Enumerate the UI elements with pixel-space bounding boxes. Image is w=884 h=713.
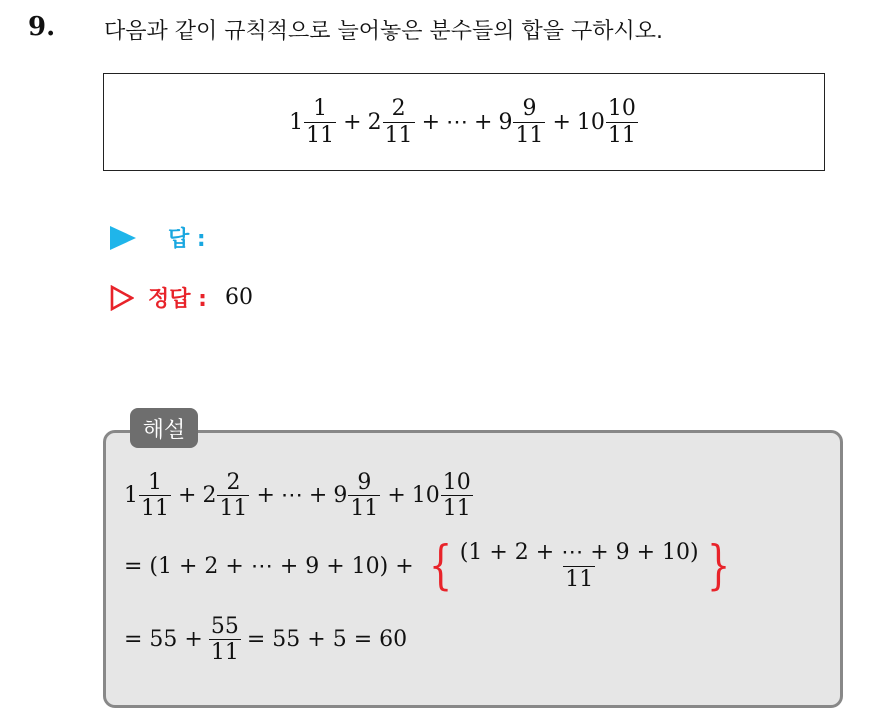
term-whole: 10	[411, 483, 440, 509]
fraction-numerator: 2	[226, 470, 241, 495]
term-whole: 9	[333, 483, 348, 509]
term-whole: 1	[124, 483, 138, 509]
plus-sign: +	[178, 483, 197, 509]
fraction-denominator: 11	[350, 496, 379, 522]
term-fraction	[348, 470, 380, 522]
term-whole: 2	[202, 483, 217, 509]
fraction-denominator: 11	[607, 122, 636, 148]
plus-sign: +	[474, 109, 493, 135]
fraction-numerator: 9	[522, 96, 537, 122]
ellipsis: ⋯	[446, 109, 468, 135]
term-whole: 1	[289, 109, 304, 135]
fraction-denominator: 11	[384, 122, 413, 148]
ellipsis: ⋯	[280, 483, 303, 509]
plus-sign: +	[552, 109, 571, 135]
fraction-denominator: 11	[442, 496, 471, 522]
fraction-numerator: 10	[442, 470, 471, 495]
close-brace: }	[706, 536, 730, 596]
fraction-numerator: 9	[357, 470, 372, 495]
term-whole: 9	[498, 109, 513, 135]
fraction-numerator: 55	[210, 614, 239, 639]
outline-triangle-icon	[110, 285, 134, 311]
play-triangle-icon	[110, 226, 136, 250]
correct-answer-row	[110, 282, 253, 313]
answer-label: 답 :	[168, 227, 206, 252]
explanation-line-2	[124, 536, 735, 596]
fraction-numerator: 1	[148, 470, 162, 495]
term-fraction	[304, 96, 336, 148]
plus-sign: +	[421, 109, 440, 135]
result-prefix: = 55 +	[124, 627, 203, 653]
term-fraction	[513, 96, 545, 148]
fraction-numerator: 2	[391, 96, 406, 122]
fraction-numerator: 10	[607, 96, 636, 122]
term-fraction	[217, 470, 249, 522]
question-number: 9.	[28, 12, 56, 42]
term-fraction	[139, 470, 171, 522]
answer-row	[110, 222, 206, 253]
term-fraction	[606, 96, 638, 148]
term-fraction	[441, 470, 473, 522]
plus-sign: +	[308, 483, 328, 509]
result-fraction	[209, 614, 241, 666]
term-whole: 2	[367, 109, 382, 135]
fraction-denominator: 11	[306, 122, 335, 148]
fraction-denominator: 11	[515, 122, 544, 148]
correct-answer-label: 정답 :	[148, 287, 207, 312]
explanation-tab: 해설	[130, 408, 198, 448]
correct-answer-value: 60	[224, 285, 253, 310]
fraction-numerator: (1 + 2 + ⋯ + 9 + 10)	[459, 540, 699, 566]
fraction-denominator: 11	[219, 496, 248, 522]
problem-expression	[289, 96, 639, 148]
plus-sign: +	[256, 483, 275, 509]
explanation-line-3	[124, 614, 407, 666]
fraction-denominator: 11	[141, 496, 169, 522]
term-fraction	[383, 96, 415, 148]
fraction-numerator: 1	[313, 96, 328, 122]
explanation-line-1	[124, 470, 474, 522]
grouped-fraction	[458, 540, 701, 592]
fraction-denominator: 11	[565, 566, 594, 592]
fraction-denominator: 11	[210, 640, 239, 666]
result-suffix: = 55 + 5 = 60	[246, 627, 408, 653]
open-brace: {	[428, 536, 452, 596]
sum-prefix: = (1 + 2 + ⋯ + 9 + 10) +	[124, 553, 414, 579]
plus-sign: +	[343, 109, 362, 135]
term-whole: 10	[576, 109, 605, 135]
plus-sign: +	[387, 483, 406, 509]
problem-box	[103, 73, 825, 171]
question-text: 다음과 같이 규칙적으로 늘어놓은 분수들의 합을 구하시오.	[104, 19, 664, 44]
